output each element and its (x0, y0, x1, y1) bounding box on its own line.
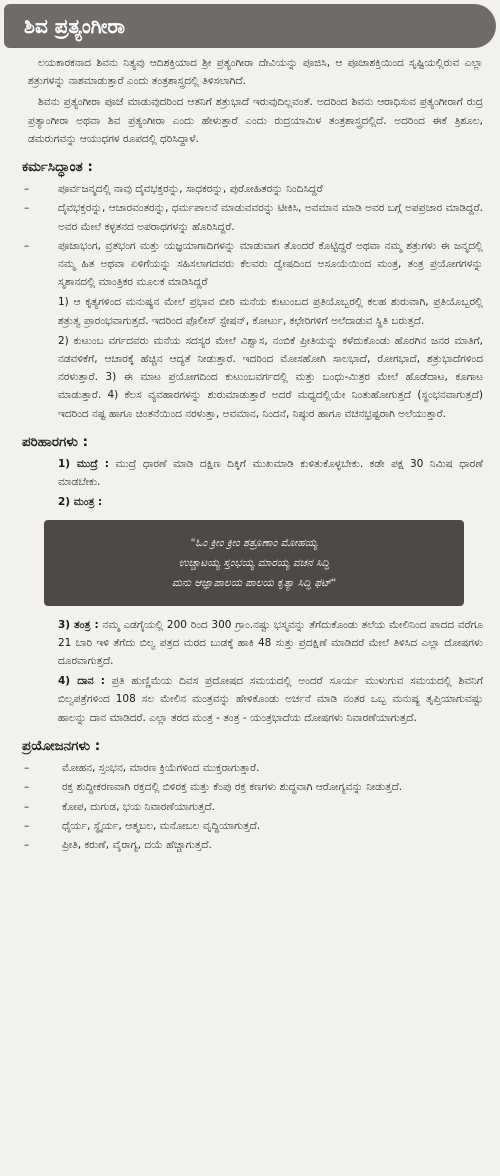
benefits-list (28, 759, 483, 854)
remedy-label: 3) ತಂತ್ರ : (58, 618, 99, 631)
mantra-line: "ಓಂ ಕ್ರೀಂ ಕ್ರೀಂ ಶತ್ರೂಣಾಂ ಮೋಹಯ್ಯ (190, 536, 318, 549)
karma-effect-1: 1) ಆ ಕೃತ್ಯಗಳಿಂದ ಮನುಷ್ಯನ ಮೇಲೆ ಪ್ರಭಾವ ಬೀರಿ ಮನೆಯ ಕುಟುಂಬದ ಪ್ರತಿಯೊಬ್ಬರಲ್ಲಿ ಕಲಹ ಶುರುವಾಗಿ, ಪ್ರತಿಯೊಬ್ಬರಲ್ಲಿ ಶತ್ರುತ್ವ ಪ್ರಾರಂಭವಾಗುತ್ತದೆ. ಇದರಿಂದ ಪೊಲೀಸ್ ಸ್ಟೇಷನ್, ಕೋರ್ಟು, ಕಛೇರಿಗಳಿಗೆ ಅಲೆದಾಡುವ ಸ್ಥಿತಿ ಬರುತ್ತದೆ. (58, 296, 483, 327)
remedy-text: ನಮ್ಮ ಎಡಗೈಯಲ್ಲಿ 200 ರಿಂದ 300 ಗ್ರಾಂ.ನಷ್ಟು ಭಸ್ಮವನ್ನು ತೆಗೆದುಕೊಂಡು ತಲೆಯ ಮೇಲಿನಿಂದ ಪಾದದ ವರೆಗೂ 21 ಬಾರಿ ಇಳಿ ತೆಗೆದು ಬಿಲ್ವ ಪತ್ರದ ಮರದ ಬುಡಕ್ಕೆ ಹಾಕಿ 48 ಸುತ್ತು ಪ್ರದಕ್ಷಿಣೆ ಮಾಡಿದರೆ ಮೇಲೆ ತಿಳಿಸಿದ ಎಲ್ಲಾ ದೋಷಗಳು ದೂರವಾಗುತ್ತದೆ. (58, 618, 483, 668)
remedy-mudra (28, 455, 483, 491)
mantra-box (44, 520, 464, 606)
remedy-text: ಮುದ್ರೆ ಧಾರಣೆ ಮಾಡಿ ದಕ್ಷಿಣ ದಿಕ್ಕಿಗೆ ಮುಖಮಾಡಿ ಕುಳಿತುಕೊಳ್ಳಬೇಕು. ಕಡೇ ಪಕ್ಷ 30 ನಿಮಿಷ ಧಾರಣೆ ಮಾಡಬೇಕು. (58, 458, 483, 489)
intro-paragraph: ಲಯಕಾರಕನಾದ ಶಿವನು ನಿತ್ಯವು ಆದಿಶಕ್ತಿಯಾದ ಶ್ರೀ ಪ್ರತ್ಯಂಗೀರಾ ದೇವಿಯನ್ನು ಪೂಜಿಸಿ, ಆ ಪೂಜಾಶಕ್ತಿಯಿಂದ ಸೃಷ್ಟಿಯಲ್ಲಿರುವ ಎಲ್ಲಾ ಶತ್ರುಗಳನ್ನು ನಾಶಮಾಡುತ್ತಾರೆ ಎಂದು ತಂತ್ರಶಾಸ್ತ್ರದಲ್ಲಿ ತಿಳಿಸಲಾಗಿದೆ. (28, 57, 483, 88)
karma-list (28, 180, 483, 291)
mantra-line: ಉಚ್ಚಾಟಯ್ಯ ಸ್ತಂಭಯ್ಯ ಮಾರಯ್ಯ ವಚನ ಸಿದ್ಧಿ (178, 556, 330, 569)
remedy-text: ಪ್ರತಿ ಹುಣ್ಣಿಮೆಯ ದಿವಸ ಪ್ರದೋಷದ ಸಮಯದಲ್ಲಿ ಅಂದರೆ ಸೂರ್ಯ ಮುಳುಗುವ ಸಮಯದಲ್ಲಿ ಶಿವನಿಗೆ ಬಿಲ್ವಪತ್ರೆಗಳಿಂದ 108 ಸಲ ಮೇಲಿನ ಮಂತ್ರವನ್ನು ಹೇಳಿಕೊಂಡು ಅರ್ಚನೆ ಮಾಡಿ ನಂತರ ಒಬ್ಬ ಮನುಷ್ಯ ತೃಪ್ತಿಯಾಗುವಷ್ಟು ಹಾಲನ್ನು ದಾನ ಮಾಡಿದರೆ. ಎಲ್ಲಾ ತರದ ಮಂತ್ರ - ತಂತ್ರ - ಯಂತ್ರಭಾದೆಯ ದೋಷಗಳು ನಿವಾರಣೆಯಾಗುತ್ತದೆ. (58, 675, 483, 724)
remedy-mantra (28, 493, 483, 511)
page-title: ಶಿವ ಪ್ರತ್ಯಂಗೀರಾ (24, 14, 126, 38)
karma-effect-2: 2) ಕುಟುಂಬ ವರ್ಗದವರು ಮನೆಯ ಸದಸ್ಯರ ಮೇಲೆ ವಿಶ್ವಾಸ, ನಂಬಿಕೆ ಪ್ರೀತಿಯನ್ನು ಕಳೆದುಕೊಂಡು ಹೊರಗಿನ ಜನರ ಮಾತಿಗೆ, ನಡವಳಿಕೆಗೆ, ಆಚಾರಕ್ಕೆ ಹೆಚ್ಚಿನ ಆದ್ಯತೆ ನೀಡುತ್ತಾರೆ. ಇದರಿಂದ ಮೋಸಹೋಗಿ ಸಾಲಭಾದೆ, ರೋಗಭಾದೆ, ಶತ್ರುಭಾದೆಗಳಿಂದ ನರಳುತ್ತಾರೆ. 3) ಈ ಮಾಟ ಪ್ರಯೋಗದಿಂದ ಕುಟುಂಬವರ್ಗದಲ್ಲಿ ಮತ್ತು ಬಂಧು-ಮಿತ್ರರ ಮೇಲೆ ಹೊಡೆದಾಟ, ಕೂಗಾಟ ಮಾಡುತ್ತಾರೆ. 4) ಕೆಲಸ ವ್ಯವಹಾರಗಳನ್ನು ಶುರುಮಾಡುತ್ತಾರೆ ಅದರೆ ಮಧ್ಯದಲ್ಲಿಯೇ ನಿಂತುಹೋಗುತ್ತದೆ (ಸ್ಥಂಭನವಾಗುತ್ತದೆ) ಇದರಿಂದ ನಷ್ಟ ಹಾಗೂ ಚಿಂತನೆಯಿಂದ ನರಳುತ್ತಾ, ಅವಮಾನ, ನಿಂದನೆ, ನಿಷ್ಠುರ ಹಾಗೂ ವಚನಭ್ರಷ್ಟರಾಗಿ ಅಲೆಯುತ್ತಾರೆ. (58, 334, 483, 420)
intro-paragraph: ಶಿವನು ಪ್ರತ್ಯಂಗೀರಾ ಪೂಜೆ ಮಾಡುವುದರಿಂದ ಆತನಿಗೆ ಶತ್ರುಭಾದೆ ಇರುವುದಿಲ್ಲವಂತೆ. ಅದರಿಂದ ಶಿವನು ಆರಾಧಿಸುವ ಪ್ರತ್ಯಂಗೀರಾಗೆ ರುದ್ರ ಪ್ರತ್ಯಾಂಗೀರಾ ಅಥವಾ ಶಿವ ಪ್ರತ್ಯಂಗೀರಾ ಎಂದು ಹೇಳುತ್ತಾರೆ ಎಂದು ರುದ್ರಯಾಮಿಳ ತಂತ್ರಶಾಸ್ತ್ರದಲ್ಲಿದೆ. ಅದರಿಂದ ಈಕೆ ತ್ರಿಶೂಲ, ಡಮರುಗವನ್ನು ಆಯುಧಗಳ ರೂಪದಲ್ಲಿ ಧರಿಸಿದ್ದಾಳೆ. (28, 96, 483, 145)
list-item: – ಧೈರ್ಯ, ಸ್ಥೈರ್ಯ, ಆತ್ಮಬಲ, ಮನೋಬಲ ವೃದ್ಧಿಯಾಗುತ್ತದೆ. (28, 817, 483, 835)
remedy-label: 1) ಮುದ್ರೆ : (58, 458, 109, 471)
remedy-dana (28, 672, 483, 727)
mantra-line: ಮನು ಆಜ್ಞಾಪಾಲಯ ಪಾಲಯ ಕೃತ್ಯಾ ಸಿದ್ಧಿ ಫಟ್" (171, 576, 337, 589)
list-item: – ಕೋಪ, ದುಗುಡ, ಭಯ ನಿವಾರಣೆಯಾಗುತ್ತದೆ. (28, 798, 483, 816)
remedy-tantra (28, 616, 483, 671)
list-item: – ರಕ್ತ ಶುದ್ಧೀಕರಣವಾಗಿ ರಕ್ತದಲ್ಲಿ ಬಿಳಿರಕ್ತ ಮತ್ತು ಕೆಂಪು ರಕ್ತ ಕಣಗಳು ಶುದ್ಧವಾಗಿ ಆರೋಗ್ಯವನ್ನು ನೀಡುತ್ತದೆ. (28, 778, 483, 796)
section-title-remedies: ಪರಿಹಾರಗಳು : (22, 433, 89, 450)
remedy-label: 4) ದಾನ : (58, 675, 105, 688)
list-item: – ದೈವಭಕ್ತರನ್ನು, ಆಚಾರವಂತರನ್ನು, ಧರ್ಮಪಾಲನೆ ಮಾಡುವವರನ್ನು ಟೀಕಿಸಿ, ಅವಮಾನ ಮಾಡಿ ಅವರ ಬಗ್ಗೆ ಅಪಪ್ರಚಾರ ಮಾಡಿದ್ದರೆ. ಅವರ ಮೇಲೆ ಕಳ್ಳತನದ ಅಪರಾಧಗಳನ್ನು ಹೊರಿಸಿದ್ದರೆ. (28, 199, 483, 235)
list-item: – ಮೋಹನ, ಸ್ತಂಭನ, ಮಾರಣ ಕ್ರಿಯೆಗಳಿಂದ ಮುಕ್ತರಾಗುತ್ತಾರೆ. (28, 759, 483, 777)
page-header (4, 4, 496, 48)
list-item: – ಪ್ರೀತಿ, ಕರುಣೆ, ವೈರಾಗ್ಯ, ದಯೆ ಹೆಚ್ಚಾಗುತ್ತದೆ. (28, 836, 483, 854)
list-item: – ಪೂರ್ವಜನ್ಮದಲ್ಲಿ ನಾವು ದೈವಭಕ್ತರನ್ನು, ಸಾಧಕರನ್ನು, ಪುರೋಹಿತರನ್ನು ನಿಂದಿಸಿದ್ದರೆ (28, 180, 483, 198)
article-body (22, 54, 483, 855)
section-title-benefits: ಪ್ರಯೋಜನಗಳು : (22, 737, 101, 754)
section-title-karma: ಕರ್ಮಸಿದ್ಧಾಂತ : (22, 159, 93, 176)
list-item: – ಪೂಜಾಭಂಗ, ವ್ರತಭಂಗ ಮತ್ತು ಯಜ್ಞಯಾಗಾದಿಗಳನ್ನು ಮಾಡುವಾಗ ತೊಂದರೆ ಕೊಟ್ಟಿದ್ದರೆ ಅಥವಾ ನಮ್ಮ ಶತ್ರುಗಳು ಈ ಜನ್ಮದಲ್ಲಿ ನಮ್ಮ ಹಿತ ಅಥವಾ ಏಳಿಗೆಯನ್ನು ಸಹಿಸಲಾಗದವರು ಕೆಲವರು ದ್ವೇಷದಿಂದ ಅಸೂಯೆಯಿಂದ ಮಂತ್ರ, ತಂತ್ರ ಪ್ರಯೋಗಗಳನ್ನು ಸ್ಮಶಾನದಲ್ಲಿ ಮಾಂತ್ರಿಕರ ಮೂಲಕ ಮಾಡಿಸಿದ್ದರೆ (28, 237, 483, 292)
remedy-label: 2) ಮಂತ್ರ : (58, 496, 103, 509)
